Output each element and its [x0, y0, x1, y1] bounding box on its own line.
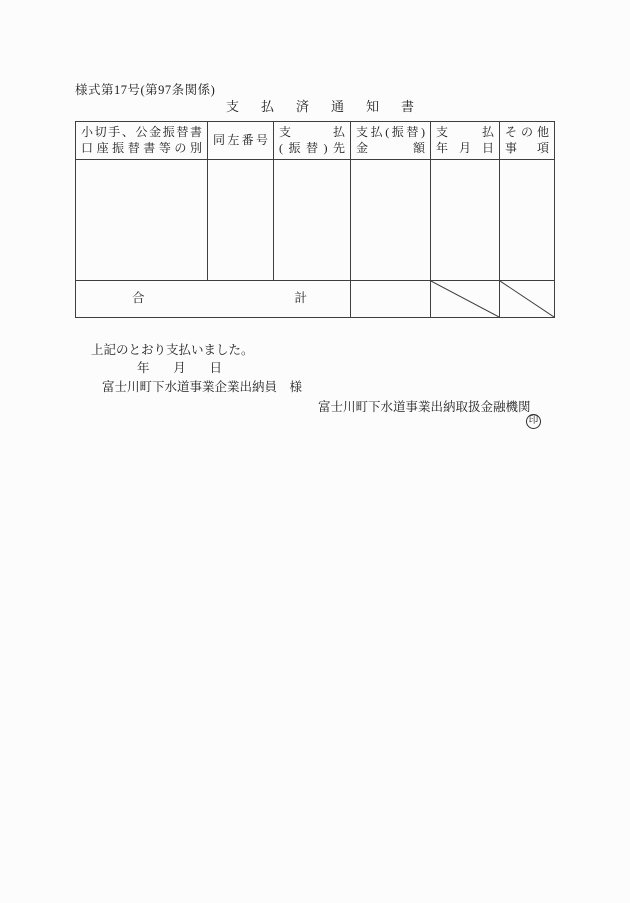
form-number-label: 様式第17号(第97条関係) [75, 83, 216, 97]
header-cell-payment-date [431, 122, 500, 160]
financial-institution-line: 富士川町下水道事業出納取扱金融機関 [318, 400, 531, 414]
seal-mark [526, 414, 541, 429]
header-line: 支払(振替) [356, 125, 425, 139]
total-payment-date-cell-crossed [431, 281, 500, 317]
body-cell-same-number [208, 160, 274, 281]
total-remarks-cell-crossed [500, 281, 554, 317]
paid-statement: 上記のとおり支払いました。 [91, 343, 254, 357]
body-cell-payment-date [431, 160, 500, 281]
total-label: 合計 [132, 291, 307, 306]
total-amount-cell [351, 281, 431, 317]
payment-notice-table [75, 121, 555, 318]
header-line: 同左番号 [213, 132, 268, 147]
seal-character: 印 [528, 415, 539, 426]
header-line: 口座振替書等の別 [81, 140, 202, 155]
header-cell-same-number [208, 122, 274, 160]
header-cell-amount [351, 122, 431, 160]
header-line: 支払 [279, 125, 345, 139]
body-cell-instrument-type [76, 160, 208, 281]
body-cell-payee [274, 160, 351, 281]
header-line: その他 [505, 125, 549, 139]
recipient-line: 富士川町下水道事業企業出納員 様 [102, 380, 303, 394]
header-cell-payee [274, 122, 351, 160]
date-placeholder: 年月日 [137, 361, 222, 375]
header-line: 金額 [356, 140, 425, 155]
header-cell-instrument-type [76, 122, 208, 160]
header-line: 年月日 [436, 140, 494, 155]
body-cell-remarks [500, 160, 554, 281]
total-label-cell [76, 281, 351, 317]
header-line: (振替)先 [279, 140, 345, 155]
diagonal-slash [431, 281, 499, 317]
header-line: 小切手、公金振替書 [81, 125, 202, 139]
body-cell-amount [351, 160, 431, 281]
header-cell-remarks [500, 122, 554, 160]
diagonal-slash [500, 281, 554, 317]
page-title: 支払済通知書 [226, 99, 437, 114]
header-line: 支払 [436, 125, 494, 139]
header-line: 事項 [505, 140, 549, 155]
